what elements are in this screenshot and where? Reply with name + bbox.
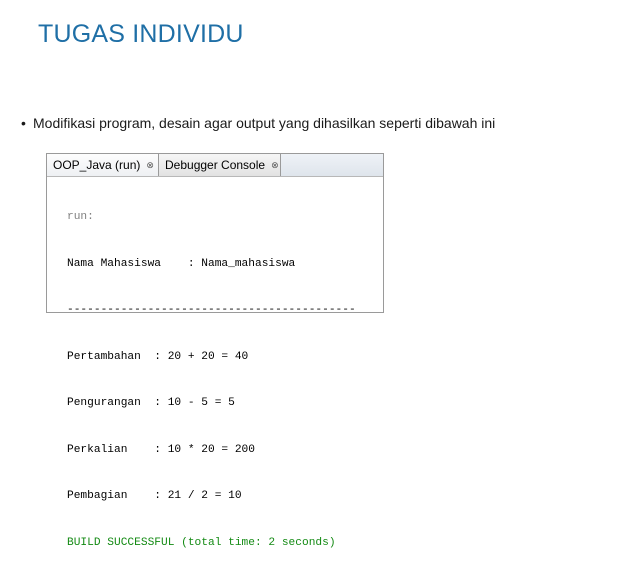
- bullet-item: [21, 115, 495, 131]
- console-line: Pengurangan : 10 - 5 = 5: [67, 397, 235, 409]
- bullet-dot: •: [21, 115, 26, 131]
- tab-debugger-console[interactable]: [159, 154, 281, 176]
- console-output: [67, 179, 356, 582]
- slide-title: TUGAS INDIVIDU: [38, 20, 244, 48]
- tab-label: Debugger Console: [165, 158, 266, 172]
- tab-label: OOP_Java (run): [53, 158, 141, 172]
- close-icon[interactable]: ⊗: [271, 160, 279, 170]
- ide-output-panel: [46, 153, 384, 549]
- console-line: Pertambahan : 20 + 20 = 40: [67, 350, 249, 363]
- console-line-separator: -------------------------------------------: [67, 304, 356, 316]
- console-line-build-success: BUILD SUCCESSFUL (total time: 2 seconds): [67, 536, 336, 549]
- console-line-run: run:: [67, 211, 94, 223]
- console-line: Pembagian : 21 / 2 = 10: [67, 490, 242, 502]
- bullet-text: Modifikasi program, desain agar output yang dihasilkan seperti dibawah ini: [33, 115, 496, 131]
- tab-oop-java-run[interactable]: [47, 154, 159, 176]
- tab-bar: [47, 154, 383, 177]
- close-icon[interactable]: ⊗: [146, 160, 154, 170]
- console-line: Perkalian : 10 * 20 = 200: [67, 443, 255, 456]
- console-line: Nama Mahasiswa : Nama_mahasiswa: [67, 257, 296, 270]
